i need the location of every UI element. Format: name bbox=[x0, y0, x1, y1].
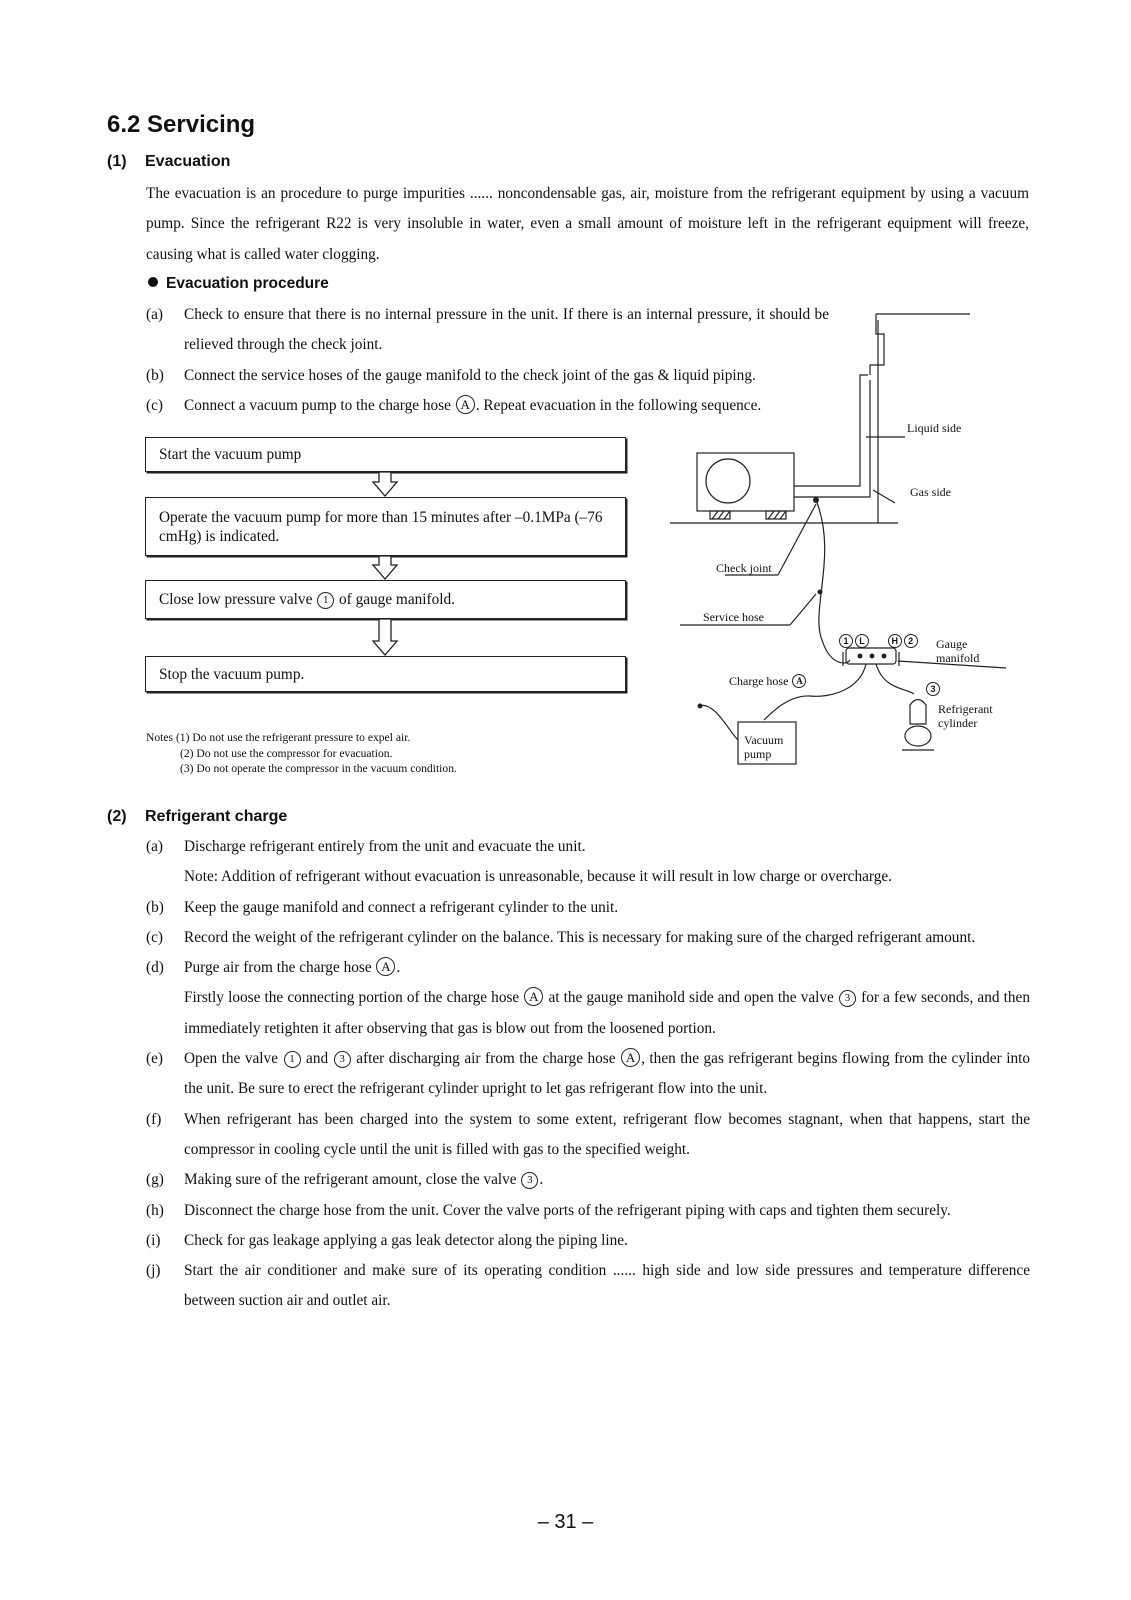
charge-step-h bbox=[146, 1196, 1030, 1226]
valve-icon bbox=[858, 654, 863, 659]
valve-1-icon: 1 bbox=[284, 1051, 301, 1068]
evacuation-intro: The evacuation is an procedure to purge impurities ...... noncondensable gas, air, moisture from the refrigerant equipment by using a vacuum pump. Since the refrigerant R22 is very insoluble in water, even a small amount of moisture left in the refrigerant equipment will freeze, causing what is called water clogging. bbox=[146, 185, 1029, 263]
check-joint-icon bbox=[813, 497, 819, 503]
step-c-text-after: . Repeat evacuation in the following sequence. bbox=[475, 396, 762, 414]
charge-step-j bbox=[146, 1256, 1030, 1317]
procedure-heading-text: Evacuation procedure bbox=[166, 275, 329, 292]
valve-l-marker-icon: L bbox=[855, 634, 869, 648]
marker-a-icon: A bbox=[376, 957, 395, 976]
charge-step-d-detail bbox=[146, 983, 1030, 1044]
fan-icon bbox=[706, 459, 750, 503]
charge-step-b-label: (b) bbox=[146, 898, 164, 916]
indoor-pipe bbox=[870, 314, 884, 375]
valve-icon bbox=[882, 654, 887, 659]
cylinder-hose bbox=[876, 664, 914, 694]
charge-step-d-end: . bbox=[396, 959, 401, 977]
valve-1-icon: 1 bbox=[317, 592, 334, 609]
step-a-text: Check to ensure that there is no internal pressure in the unit. If there is an internal pressure, it should be relieved through the check joint. bbox=[184, 306, 829, 354]
charge-step-d-text: Purge air from the charge hose bbox=[184, 959, 376, 977]
manifold-valve-markers bbox=[838, 634, 919, 648]
charge-step-d2-middle: at the gauge manihold side and open the valve bbox=[544, 989, 838, 1007]
valve-3-marker-icon: 3 bbox=[926, 682, 940, 696]
flow-step-stop-text: Stop the vacuum pump. bbox=[159, 665, 305, 683]
flow-arrow-icon bbox=[373, 619, 397, 655]
charge-hose bbox=[764, 664, 866, 720]
charge-step-j-text: Start the air conditioner and make sure of its operating condition ...... high side and low side pressures and temperature difference between suction air and outlet air. bbox=[184, 1262, 1030, 1310]
note-3: (3) Do not operate the compressor in the vacuum condition. bbox=[180, 762, 457, 775]
flow-step-operate-text: Operate the vacuum pump for more than 15 minutes after –0.1MPa (–76 cmHg) is indicated. bbox=[159, 508, 603, 545]
charge-step-d bbox=[146, 953, 1030, 983]
hose-point-icon bbox=[818, 590, 823, 595]
step-c-label: (c) bbox=[146, 396, 163, 414]
gas-pipe bbox=[794, 380, 870, 497]
label-gas-side: Gas side bbox=[910, 485, 951, 499]
note-1: Notes (1) Do not use the refrigerant pressure to expel air. bbox=[146, 731, 411, 744]
charge-step-a-text: Discharge refrigerant entirely from the unit and evacuate the unit. bbox=[184, 838, 586, 855]
valve-1-marker-icon: 1 bbox=[839, 634, 853, 648]
flow-arrow-icon bbox=[373, 472, 397, 496]
charge-step-f-text: When refrigerant has been charged into the system to some extent, refrigerant flow becomes stagnant, when that happens, start the compressor in cooling cycle until the unit is filled with gas to the specified weight. bbox=[184, 1110, 1030, 1158]
charge-step-f bbox=[146, 1105, 1030, 1166]
valve-3-icon: 3 bbox=[521, 1172, 538, 1189]
section-title: 6.2 Servicing bbox=[107, 111, 256, 138]
page-number: – 31 – bbox=[537, 1511, 594, 1533]
label-gauge-manifold bbox=[936, 637, 979, 665]
hatch-icon bbox=[712, 511, 786, 519]
scale-icon bbox=[905, 726, 931, 746]
gas-leader bbox=[873, 490, 895, 503]
charge-step-e-after: , then the gas refrigerant begins flowing from the cylinder into the unit. Be sure to erect the refrigerant cylinder upright to let gas refrigerant flow into the unit. bbox=[184, 1050, 1030, 1098]
charge-step-j-label: (j) bbox=[146, 1262, 161, 1280]
charge-step-e-and: and bbox=[301, 1050, 333, 1068]
charge-step-c-text: Record the weight of the refrigerant cylinder on the balance. This is necessary for making sure of the charged refrigerant amount. bbox=[184, 928, 976, 946]
charge-step-b-text: Keep the gauge manifold and connect a refrigerant cylinder to the unit. bbox=[184, 898, 619, 916]
label-charge-hose-text: Charge hose bbox=[729, 674, 789, 688]
pump-cord bbox=[698, 705, 738, 740]
step-c-text-before: Connect a vacuum pump to the charge hose bbox=[184, 396, 455, 414]
service-leader bbox=[790, 594, 816, 625]
charge-step-d2-after: for a few seconds, and then immediately retighten it after observing that gas is blow out from the loosened portion. bbox=[184, 989, 1030, 1037]
label-gauge-manifold-2: manifold bbox=[936, 651, 980, 665]
charge-step-f-label: (f) bbox=[146, 1110, 162, 1128]
step-a-label: (a) bbox=[146, 306, 163, 323]
marker-a-icon: A bbox=[621, 1048, 640, 1067]
charge-step-a bbox=[146, 832, 1030, 862]
charge-step-i bbox=[146, 1226, 1030, 1256]
valve-3-icon: 3 bbox=[334, 1051, 351, 1068]
charge-step-h-text: Disconnect the charge hose from the unit. Cover the valve ports of the refrigerant piping with caps and tighten them securely. bbox=[184, 1201, 951, 1219]
label-vacuum-pump bbox=[744, 733, 783, 761]
evacuation-diagram bbox=[670, 310, 1030, 790]
charge-step-e bbox=[146, 1044, 1030, 1105]
refrigerant-cylinder-icon bbox=[910, 700, 926, 725]
evacuation-number: (1) bbox=[107, 153, 127, 170]
label-vacuum-pump-1: Vacuum bbox=[744, 733, 784, 747]
outdoor-unit-icon bbox=[697, 453, 794, 511]
valve-2-marker-icon: 2 bbox=[904, 634, 918, 648]
charge-heading bbox=[107, 808, 287, 826]
charge-step-c-label: (c) bbox=[146, 928, 163, 946]
evacuation-heading-text: Evacuation bbox=[145, 153, 231, 170]
charge-step-e-middle: after discharging air from the charge hose bbox=[351, 1050, 621, 1068]
charge-step-d2-before: Firstly loose the connecting portion of the charge hose bbox=[184, 989, 524, 1007]
flow-step-start-text: Start the vacuum pump bbox=[159, 446, 302, 463]
charge-step-b bbox=[146, 893, 1030, 923]
flow-arrow-icon bbox=[373, 556, 397, 579]
valve-3-icon: 3 bbox=[839, 990, 856, 1007]
step-b-label: (b) bbox=[146, 366, 164, 384]
charge-heading-text: Refrigerant charge bbox=[145, 808, 288, 825]
label-liquid-side: Liquid side bbox=[907, 421, 962, 435]
charge-step-g-text: Making sure of the refrigerant amount, close the valve bbox=[184, 1171, 521, 1189]
step-b-text: Connect the service hoses of the gauge manifold to the check joint of the gas & liquid piping. bbox=[184, 366, 756, 384]
charge-step-g-label: (g) bbox=[146, 1171, 164, 1189]
charge-step-e-before: Open the valve bbox=[184, 1050, 283, 1068]
charge-steps bbox=[146, 832, 1030, 1317]
label-check-joint: Check joint bbox=[716, 561, 772, 575]
charge-marker-icon: A bbox=[792, 674, 806, 688]
plug-icon bbox=[698, 704, 703, 709]
charge-step-a-note: Note: Addition of refrigerant without evacuation is unreasonable, because it will result in low charge or overcharge. bbox=[184, 868, 892, 886]
label-service-hose: Service hose bbox=[703, 610, 764, 624]
charge-step-i-label: (i) bbox=[146, 1231, 161, 1249]
charge-step-d-label: (d) bbox=[146, 959, 164, 977]
evacuation-notes bbox=[146, 730, 457, 777]
valve-3-marker bbox=[925, 682, 941, 696]
charge-step-h-label: (h) bbox=[146, 1201, 164, 1219]
label-charge-hose bbox=[729, 674, 807, 688]
valve-h-marker-icon: H bbox=[888, 634, 902, 648]
label-refrigerant-cylinder bbox=[938, 702, 993, 730]
marker-a-icon: A bbox=[524, 987, 543, 1006]
label-vacuum-pump-2: pump bbox=[744, 747, 772, 761]
note-2: (2) Do not use the compressor for evacuation. bbox=[180, 746, 393, 760]
charge-number: (2) bbox=[107, 808, 127, 825]
charge-step-a-label: (a) bbox=[146, 838, 163, 855]
charge-step-c bbox=[146, 923, 1030, 953]
marker-a-icon: A bbox=[456, 395, 475, 414]
charge-step-i-text: Check for gas leakage applying a gas leak detector along the piping line. bbox=[184, 1231, 628, 1249]
label-gauge-manifold-1: Gauge bbox=[936, 637, 968, 651]
liquid-pipe bbox=[794, 375, 868, 486]
label-refrigerant-cylinder-1: Refrigerant bbox=[938, 702, 993, 716]
charge-step-g bbox=[146, 1165, 1030, 1195]
charge-step-g-end: . bbox=[539, 1171, 544, 1189]
flow-step-close-after: of gauge manifold. bbox=[335, 591, 455, 608]
flow-step-close-before: Close low pressure valve bbox=[159, 591, 317, 608]
label-refrigerant-cylinder-2: cylinder bbox=[938, 716, 978, 730]
valve-icon bbox=[870, 654, 875, 659]
charge-step-e-label: (e) bbox=[146, 1050, 163, 1068]
